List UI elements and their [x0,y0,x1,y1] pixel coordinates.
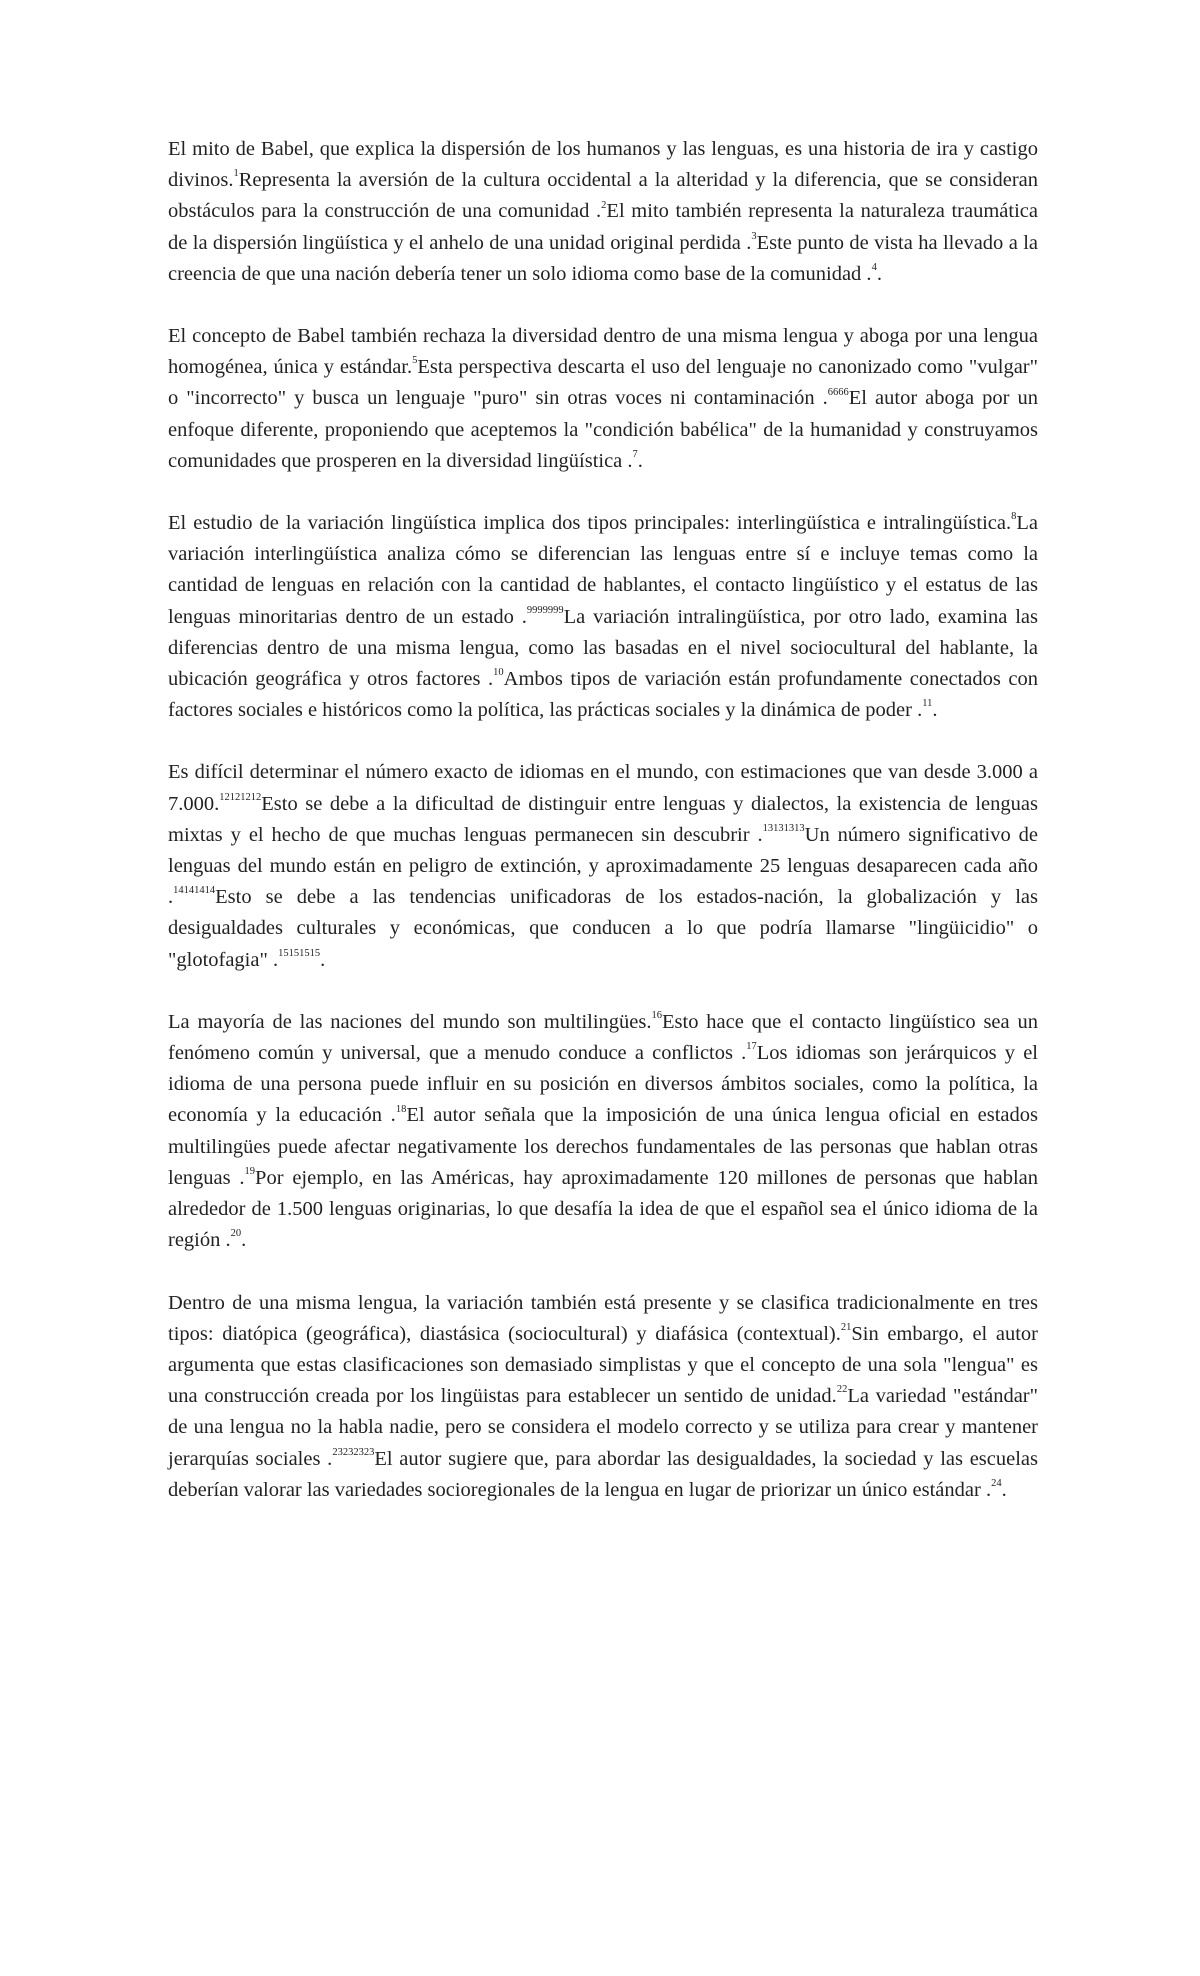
sentence: Este punto de vista ha llevado a la creencia de que una nación debería tener un solo idioma como base de la comunidad . [168,231,1038,285]
paragraph-5 [168,1007,1038,1257]
footnote-ref: 18 [395,1103,407,1115]
sentence: Es difícil determinar el número exacto de idiomas en el mundo, con estimaciones que van desde 3.000 a 7.000. [168,761,1038,815]
sentence: El mito también representa la naturaleza traumática de la dispersión lingüística y el anhelo de una unidad original perdida . [168,200,1038,254]
sentence: El concepto de Babel también rechaza la diversidad dentro de una misma lengua y aboga por una lengua homogénea, única y estándar. [168,325,1038,379]
footnote-ref: 11 [922,698,933,710]
sentence: Por ejemplo, en las Américas, hay aproximadamente 120 millones de personas que hablan alrededor de 1.500 lenguas originarias, lo que desafía la idea de que el español sea el único idioma de la región . [168,1166,1038,1252]
footnote-ref: 21 [840,1321,852,1333]
sentence: Representa la aversión de la cultura occidental a la alteridad y la diferencia, que se consideran obstáculos para la construcción de una comunidad . [168,169,1038,223]
footnote-ref: 8 [1011,511,1017,523]
paragraph-2 [168,321,1038,477]
sentence: El autor aboga por un enfoque diferente, proponiendo que aceptemos la "condición babélica" de la humanidad y construyamos comunidades que prosperen en la diversidad lingüística . [168,387,1038,472]
sentence: Un número significativo de lenguas del mundo están en peligro de extinción, y aproximadamente 25 lenguas desaparecen cada año . [168,823,1038,909]
sentence: La variación intralingüística, por otro lado, examina las diferencias dentro de una misma lengua, como las basadas en el nivel sociocultural del hablante, la ubicación geográfica y otros factores . [168,605,1038,691]
sentence: El autor señala que la imposición de una única lengua oficial en estados multilingües puede afectar negativamente los derechos fundamentales de las personas que hablan otras lenguas . [168,1104,1038,1189]
footnote-ref: 23232323 [332,1446,375,1458]
footnote-ref: 2 [601,199,607,211]
footnote-ref: 3 [751,230,757,242]
footnote-ref: 10 [493,667,504,679]
paragraph-3 [168,508,1038,726]
sentence: . [932,699,938,722]
sentence: La variedad "estándar" de una lengua no la habla nadie, pero se considera el modelo correcto y se utiliza para crear y mantener jerarquías sociales . [168,1385,1038,1470]
footnote-ref: 17 [746,1041,757,1053]
footnote-ref: 16 [651,1010,662,1022]
sentence: La variación interlingüística analiza cómo se diferencian las lenguas entre sí e incluye temas como la cantidad de lenguas en relación con la cantidad de hablantes, el contacto lingüístico y el estatus de las lenguas minoritarias dentro de un estado . [168,512,1038,628]
sentence: Sin embargo, el autor argumenta que estas clasificaciones son demasiado simplistas y que el concepto de una sola "lengua" es una construcción creada por los lingüistas para establecer un sentido de unidad. [168,1322,1038,1408]
sentence: . [637,449,643,472]
sentence: Dentro de una misma lengua, la variación también está presente y se clasifica tradicionalmente en tres tipos: diatópica (geográfica), diastásica (sociocultural) y diafásica (contextual). [168,1291,1038,1345]
footnote-ref: 12121212 [219,791,262,803]
footnote-ref: 7 [632,449,638,460]
sentence: El autor sugiere que, para abordar las desigualdades, la sociedad y las escuelas deberían valorar las variedades socioregionales de la lengua en lugar de priorizar un único estándar . [168,1447,1038,1501]
paragraph-1 [168,134,1038,290]
sentence: Esto se debe a las tendencias unificadoras de los estados-nación, la globalización y las desigualdades culturales y económicas, que conducen a lo que podría llamarse "lingüicidio" o "glotofagia" . [168,886,1038,971]
footnote-ref: 13131313 [762,823,805,835]
sentence: El estudio de la variación lingüística implica dos tipos principales: interlingüística e intralingüística. [168,512,1012,535]
footnote-ref: 9999999 [526,604,564,616]
footnote-ref: 6666 [827,386,849,398]
document-body [168,134,1038,1537]
sentence: Esto se debe a la dificultad de distinguir entre lenguas y dialectos, la existencia de lenguas mixtas y el hecho de que muchas lenguas permanecen sin descubrir . [168,792,1038,846]
sentence: . [320,948,326,971]
sentence: . [1001,1478,1007,1501]
sentence: El mito de Babel, que explica la dispersión de los humanos y las lenguas, es una historia de ira y castigo divinos. [168,138,1038,192]
sentence: . [876,262,882,285]
footnote-ref: 15151515 [278,947,321,959]
footnote-ref: 5 [412,355,418,367]
footnote-ref: 20 [230,1228,242,1240]
sentence: Esto hace que el contacto lingüístico sea un fenómeno común y universal, que a menudo conduce a conflictos . [168,1010,1038,1065]
footnote-ref: 24 [991,1477,1002,1489]
sentence: . [241,1229,247,1252]
footnote-ref: 1 [233,168,239,180]
footnote-ref: 4 [871,261,877,273]
footnote-ref: 19 [244,1166,256,1178]
sentence: Los idiomas son jerárquicos y el idioma de una persona puede influir en su posición en diversos ámbitos sociales, como la política, la economía y la educación . [168,1042,1038,1127]
sentence: Esta perspectiva descarta el uso del lenguaje no canonizado como "vulgar" o "incorrecto" y busca un lenguaje "puro" sin otras voces ni contaminación . [168,356,1039,410]
sentence: La mayoría de las naciones del mundo son multilingües. [168,1010,652,1033]
paragraph-4 [168,757,1038,975]
paragraph-6 [168,1288,1038,1506]
footnote-ref: 22 [836,1384,848,1396]
sentence: Ambos tipos de variación están profundamente conectados con factores sociales e históricos como la política, las prácticas sociales y la dinámica de poder . [168,668,1039,722]
footnote-ref: 14141414 [173,885,216,897]
